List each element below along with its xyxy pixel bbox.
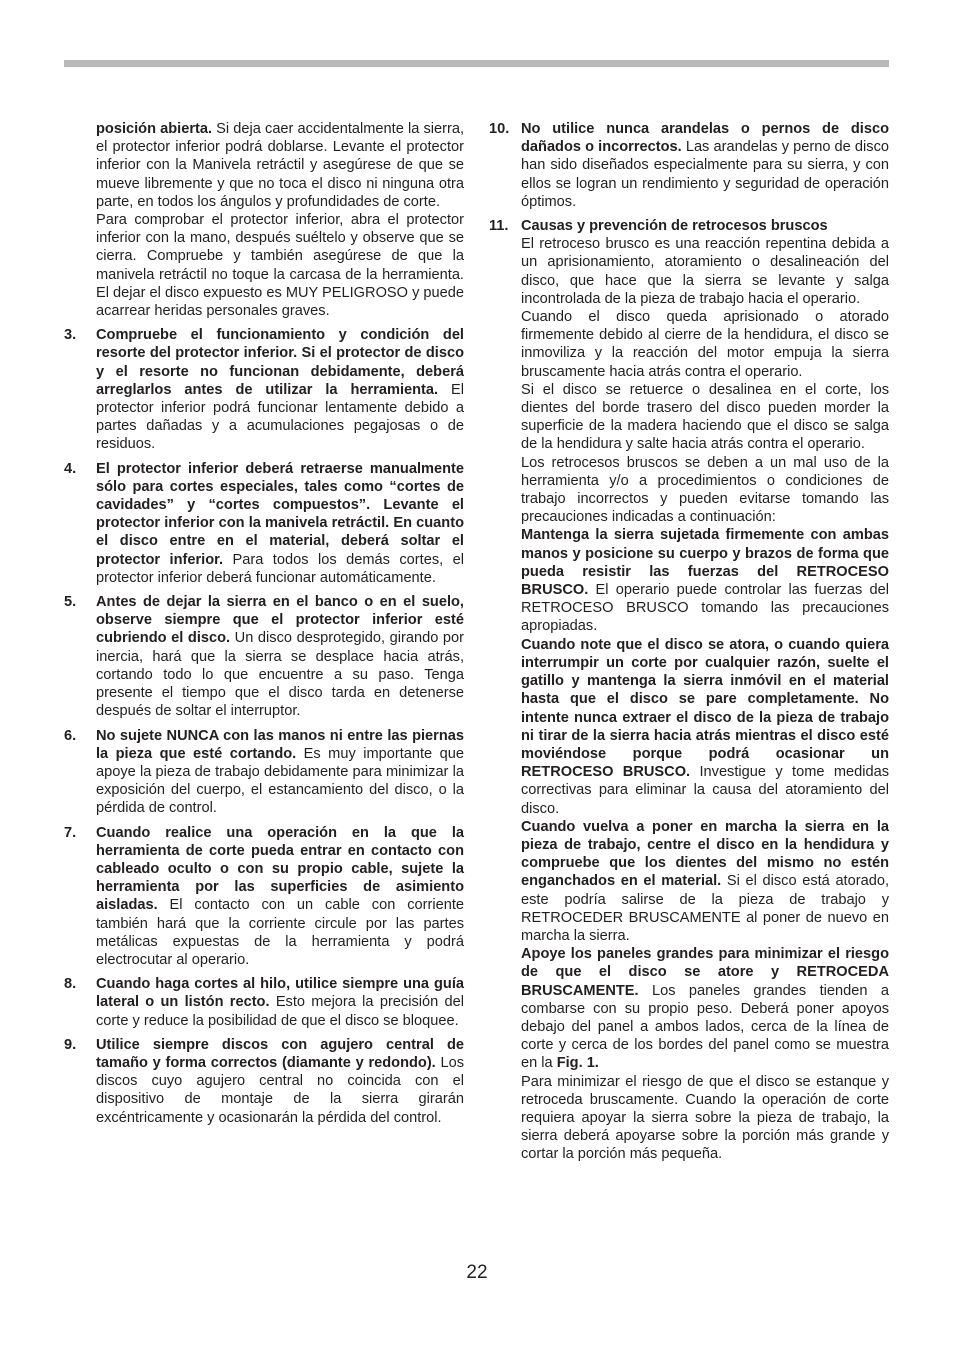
right-column	[489, 120, 889, 1170]
bold-run: Apoye los paneles grandes para minimizar el riesgo de que el disco se atore y RETROCEDA BRUSCAMENTE.	[521, 946, 889, 999]
text-run: Para minimizar el riesgo de que el disco se estanque y retroceda bruscamente. Cuando la operación de corte requiera apoyar la sierra sobre la pieza de trabajo, la sierra deberá apoyarse sobre la porción más grande y cortar la porción más pequeña.	[521, 1073, 889, 1163]
list-item	[64, 824, 464, 970]
text-run: El contacto con un cable con corriente también hará que la corriente circule por las partes metálicas expuestas de la herramienta y podrá electrocutar al operario.	[96, 897, 464, 968]
bold-run: Cuando note que el disco se atora, o cuando quiera interrumpir un corte por cualquier razón, suelte el gatillo y mantenga la sierra inmóvil en el material hasta que el disco se pare completamente. No intente nunca extraer el disco de la pieza de trabajo ni tirar de la sierra hacia atrás mientras el disco esté moviéndose porque podrá ocasionar un RETROCESO BRUSCO.	[521, 636, 889, 781]
paragraph	[96, 1036, 464, 1127]
list-item	[64, 975, 464, 1030]
text-run: Los discos cuyo agujero central no coincida con el dispositivo de montaje de la sierra girarán excéntricamente y ocasionarán la pérdida del control.	[96, 1054, 464, 1126]
paragraph	[96, 211, 464, 320]
bold-run: Antes de dejar la sierra en el banco o en el suelo, observe siempre que el protector inferior esté cubriendo el disco.	[96, 594, 464, 647]
paragraph	[521, 217, 889, 235]
paragraph	[96, 975, 464, 1030]
paragraph	[96, 727, 464, 818]
item-number: 3.	[64, 327, 77, 344]
item-number: 7.	[64, 824, 77, 841]
text-run: Si deja caer accidentalmente la sierra, el protector inferior podrá doblarse. Levante el protector inferior con la Manivela retráctil y asegúrese de que se mueve libremente y que no toca el disco ni ninguna otra parte, en todos los ángulos y profundidades de corte.	[96, 121, 464, 210]
paragraph	[96, 460, 464, 587]
paragraph	[96, 593, 464, 720]
paragraph	[96, 120, 464, 211]
text-run: Para comprobar el protector inferior, abra el protector inferior con la mano, después suéltelo y observe que se cierra. Compruebe y también asegúrese de que la manivela retráctil no toque la carcasa de la herramienta. El dejar el disco expuesto es MUY PELIGROSO y puede acarrear heridas personales graves.	[96, 212, 465, 320]
item-number: 5.	[64, 594, 77, 611]
text-run: Si el disco se retuerce o desalinea en el corte, los dientes del borde trasero del disco pueden morder la superficie de la madera haciendo que el disco se salga de la hendidura y salte hacia atrás contra el operario.	[521, 381, 889, 453]
list-item	[489, 217, 889, 1164]
paragraph	[521, 1073, 889, 1164]
list-item	[64, 727, 464, 818]
right-item-list	[489, 120, 889, 1164]
text-run: Investigue y tome medidas correctivas para eliminar la causa del atoramiento del disco.	[521, 764, 889, 817]
bold-run: Mantenga la sierra sujetada firmemente con ambas manos y posicione su cuerpo y brazos de forma que pueda resistir las fuerzas del RETROCESO BRUSCO.	[521, 527, 889, 599]
list-item	[489, 120, 889, 211]
bold-run: Causas y prevención de retrocesos bruscos	[521, 218, 828, 235]
paragraph	[521, 308, 889, 381]
text-run: Un disco desprotegido, girando por inercia, hará que la sierra se desplace hacia atrás, cortando todo lo que encuentre a su paso. Tenga presente el tiempo que el disco tarda en detenerse después de soltar el interruptor.	[96, 630, 464, 720]
text-run: Esto mejora la precisión del corte y reduce la posibilidad de que el disco se bloquee.	[96, 994, 464, 1029]
bold-run: Fig. 1.	[556, 1055, 599, 1072]
item-number: 8.	[64, 976, 77, 993]
bold-run: No utilice nunca arandelas o pernos de disco dañados o incorrectos.	[521, 121, 889, 156]
paragraph	[521, 818, 889, 945]
bold-run: posición abierta.	[96, 121, 213, 137]
paragraph	[521, 454, 889, 527]
bold-run: Compruebe el funcionamiento y condición del resorte del protector inferior. Si el protector de disco y el resorte no funcionan debidamente, deberá arreglarlos antes de utilizar la herramienta.	[96, 327, 464, 398]
list-item	[64, 593, 464, 720]
text-run: Cuando el disco queda aprisionado o atorado firmemente debido al cierre de la hendidura, el disco se inmoviliza y la reacción del motor empuja la sierra bruscamente hacia atrás contra el operario.	[521, 309, 889, 380]
bold-run: Cuando vuelva a poner en marcha la sierra en la pieza de trabajo, centre el disco en la hendidura y compruebe que los dientes del mismo no estén enganchados en el material.	[521, 818, 889, 890]
text-run: El retroceso brusco es una reacción repentina debida a un aprisionamiento, atoramiento o desalineación del disco, que hace que la sierra se levante y salga incontrolada de la pieza de trabajo hacia el operario.	[521, 236, 889, 307]
header-rule	[64, 60, 889, 67]
paragraph	[521, 636, 889, 818]
paragraph	[96, 326, 464, 453]
bold-run: No sujete NUNCA con las manos ni entre las piernas la pieza que esté cortando.	[96, 727, 464, 762]
bold-run: El protector inferior deberá retraerse manualmente sólo para cortes especiales, tales como “cortes de cavidades” y “cortes compuestos”. Levante el protector inferior con la manivela retráctil. En cuanto el disco entre en el material, deberá soltar el protector inferior.	[96, 460, 464, 568]
paragraph	[521, 526, 889, 635]
text-run: Los paneles grandes tienden a combarse con su propio peso. Deberá poner apoyos debajo del panel a ambos lados, cerca de la línea de corte y cerca de los bordes del panel como se muestra en la	[521, 982, 889, 1072]
paragraph	[521, 235, 889, 308]
page-number: 22	[466, 1262, 488, 1283]
list-item	[64, 326, 464, 453]
paragraph	[521, 381, 889, 454]
item-number: 10.	[489, 121, 510, 137]
text-run: Las arandelas y perno de disco han sido diseñados especialmente para su sierra, y con ellos se logran un rendimiento y seguridad de operación óptimos.	[521, 139, 889, 210]
left-column	[64, 120, 464, 1133]
continued-item	[64, 120, 464, 320]
text-run: Si el disco está atorado, este podría salirse de la pieza de trabajo y RETROCEDER BRUSCAMENTE al poner de nuevo en marcha la sierra.	[521, 873, 889, 944]
bold-run: Cuando realice una operación en la que la herramienta de corte pueda entrar en contacto con cableado oculto o con su propio cable, sujete la herramienta por las superficies de asimiento aisladas.	[96, 824, 464, 914]
paragraph	[96, 824, 464, 970]
item-number: 9.	[64, 1036, 77, 1053]
item-number: 4.	[64, 460, 77, 477]
item-number: 6.	[64, 727, 77, 744]
paragraph	[521, 120, 889, 211]
item-number: 11.	[489, 218, 509, 235]
left-item-list	[64, 326, 464, 1127]
text-run: Los retrocesos bruscos se deben a un mal uso de la herramienta y/o a procedimientos o condiciones de trabajo incorrectos y pueden evitarse tomando las precauciones indicadas a continuación:	[521, 454, 889, 526]
bold-run: Utilice siempre discos con agujero central de tamaño y forma correctos (diamante y redondo).	[96, 1036, 464, 1071]
list-item	[64, 1036, 464, 1127]
paragraph	[521, 945, 889, 1072]
text-run: El protector inferior podrá funcionar lentamente debido a partes dañadas y a acumulaciones pegajosas o de residuos.	[96, 381, 465, 453]
list-item	[64, 460, 464, 587]
bold-run: Cuando haga cortes al hilo, utilice siempre una guía lateral o un listón recto.	[96, 976, 464, 1011]
text-run: El operario puede controlar las fuerzas del RETROCESO BRUSCO tomando las precauciones apropiadas.	[521, 582, 889, 635]
text-run: Es muy importante que apoye la pieza de trabajo debidamente para minimizar la exposición del cuerpo, el estancamiento del disco, o la pérdida de control.	[96, 745, 464, 817]
text-run: Para todos los demás cortes, el protector inferior deberá funcionar automáticamente.	[96, 551, 464, 586]
